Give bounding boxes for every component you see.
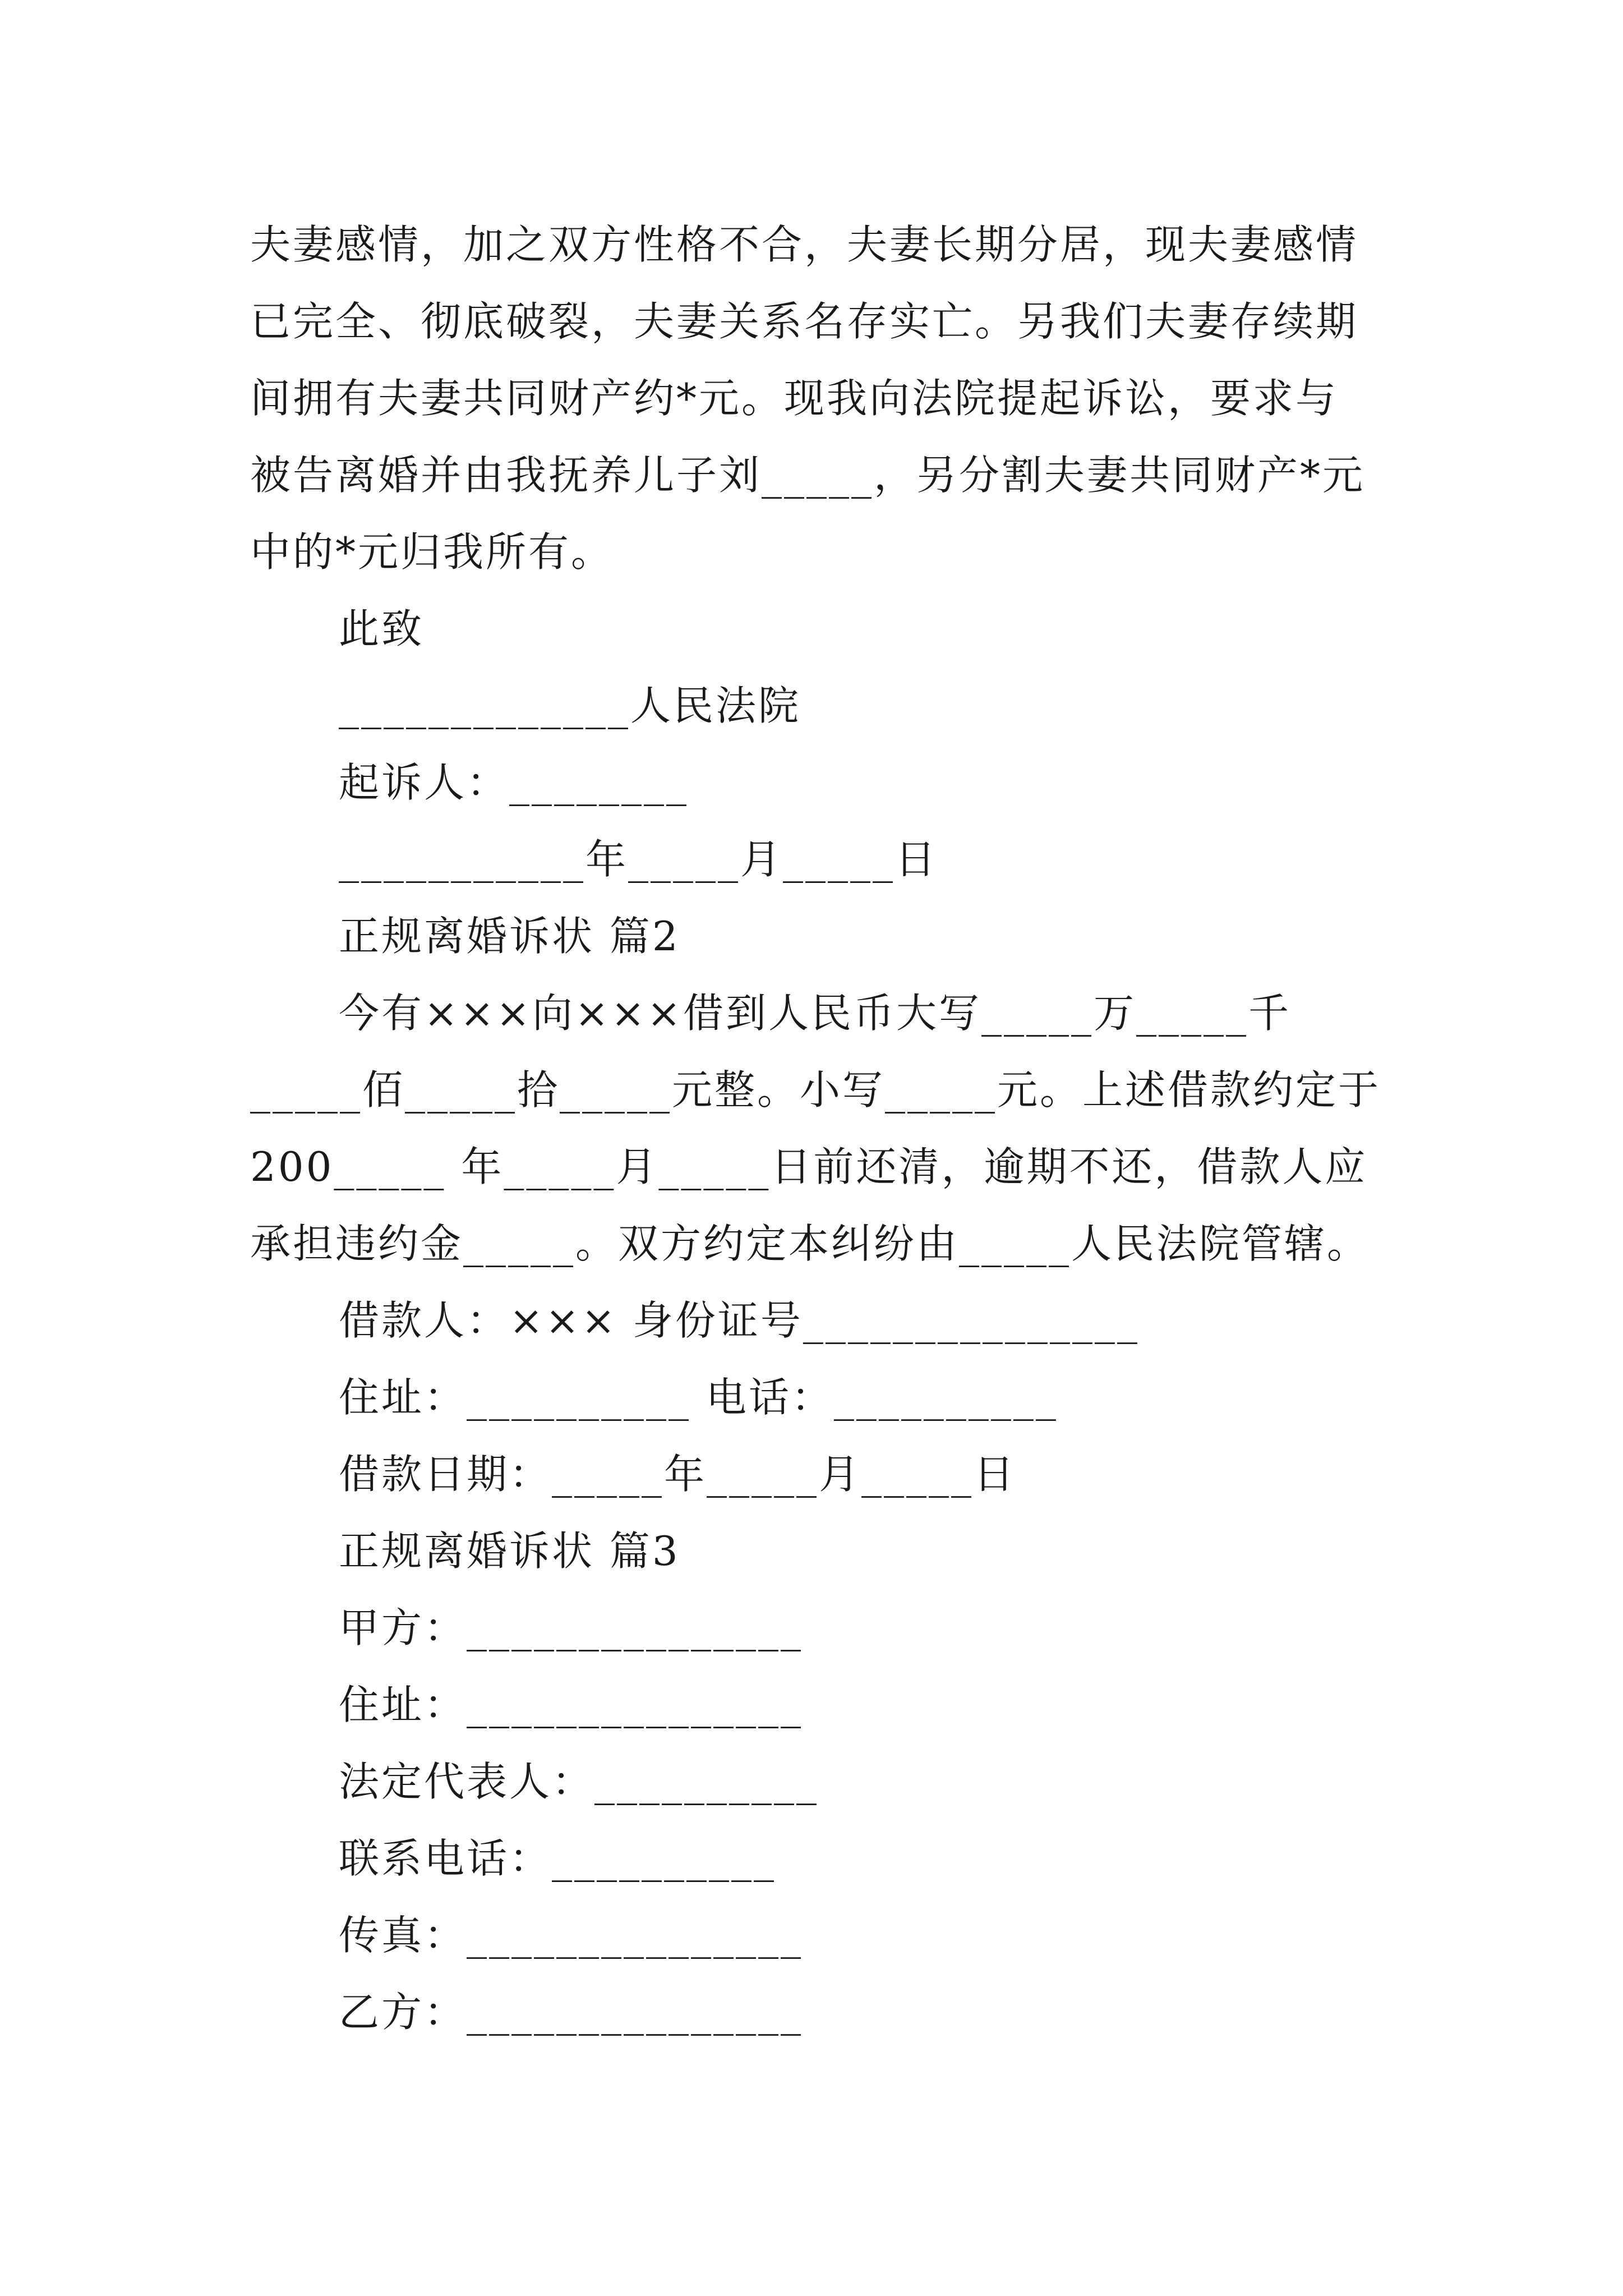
party-a-line: 甲方：_______________ xyxy=(339,1604,804,1651)
legal-rep-line: 法定代表人：__________ xyxy=(339,1758,819,1805)
paragraph-line: 今有×××向×××借到人民币大写_____万_____千 xyxy=(339,990,1291,1037)
section-heading-2: 正规离婚诉状 篇2 xyxy=(339,913,680,960)
party-b-line: 乙方：_______________ xyxy=(339,1989,804,2036)
paragraph-line: 200_____ 年_____月_____日前还清，逾期不还，借款人应 xyxy=(250,1143,1368,1190)
contact-phone-line: 联系电话：__________ xyxy=(339,1835,777,1882)
section-heading-3: 正规离婚诉状 篇3 xyxy=(339,1527,680,1575)
salutation-line: 此致 xyxy=(339,605,425,652)
fax-line: 传真：_______________ xyxy=(339,1912,804,1959)
paragraph-line: 已完全、彻底破裂，夫妻关系名存实亡。另我们夫妻存续期 xyxy=(250,298,1359,345)
paragraph-line: 承担违约金_____。双方约定本纠纷由_____人民法院管辖。 xyxy=(250,1220,1370,1267)
paragraph-line: 被告离婚并由我抚养儿子刘_____，另分割夫妻共同财产*元 xyxy=(250,452,1366,499)
date-line: ___________年_____月_____日 xyxy=(339,836,938,883)
loan-date-line: 借款日期：_____年_____月_____日 xyxy=(339,1451,1017,1498)
address-line: 住址：_______________ xyxy=(339,1681,804,1728)
borrower-line: 借款人：××× 身份证号_______________ xyxy=(339,1297,1140,1344)
plaintiff-line: 起诉人：________ xyxy=(339,759,689,806)
paragraph-line: 间拥有夫妻共同财产约*元。现我向法院提起诉讼，要求与 xyxy=(250,375,1339,422)
paragraph-line: 中的*元归我所有。 xyxy=(250,528,614,576)
court-line: _____________人民法院 xyxy=(339,682,801,729)
address-phone-line: 住址：__________ 电话：__________ xyxy=(339,1374,1058,1421)
paragraph-line: _____佰_____拾_____元整。小写_____元。上述借款约定于 xyxy=(250,1066,1381,1114)
paragraph-line: 夫妻感情，加之双方性格不合，夫妻长期分居，现夫妻感情 xyxy=(250,221,1359,268)
